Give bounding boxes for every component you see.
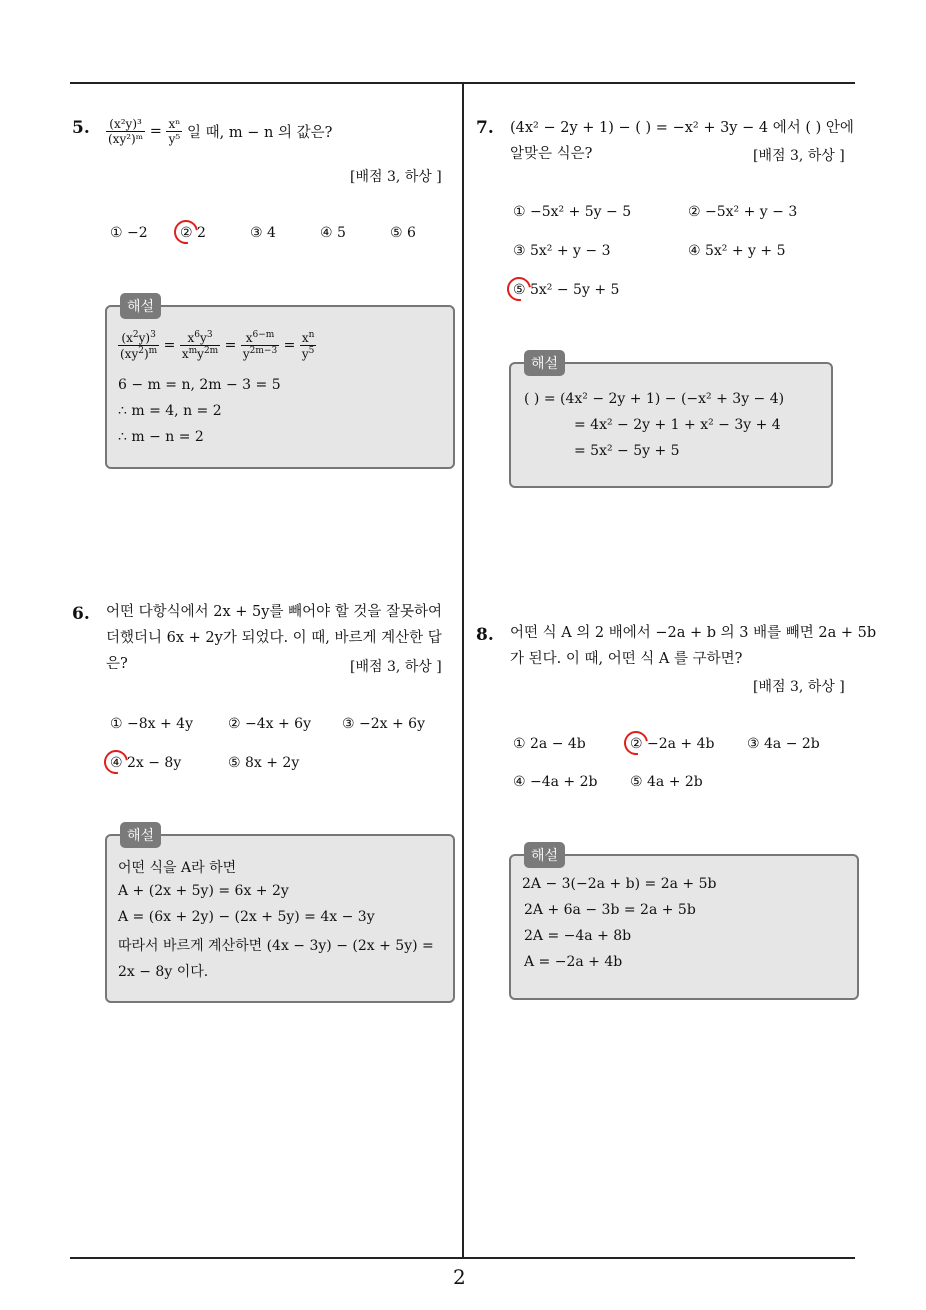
- choice-4[interactable]: ④ −4a + 2b: [513, 774, 598, 790]
- bottom-rule: [70, 1257, 855, 1259]
- solution-tag: 해설: [120, 822, 161, 848]
- solution-line: 2A − 3(−2a + b) = 2a + 5b: [522, 876, 717, 892]
- question-number: 7.: [476, 118, 494, 138]
- score-label: [배점 3, 하상 ]: [753, 148, 845, 164]
- question-text: 일 때, m − n 의 값은?: [187, 125, 333, 141]
- fraction-left: [106, 117, 145, 146]
- choice-5[interactable]: ⑤ 5x² − 5y + 5: [513, 282, 620, 298]
- answer-mark: [619, 726, 652, 759]
- choice-2[interactable]: ② −2a + 4b: [630, 736, 715, 752]
- fraction-denominator: (xy²)ᵐ: [108, 132, 144, 146]
- choice-5[interactable]: ⑤ 6: [390, 225, 416, 241]
- question-text-line: 더했더니 6x + 2y가 되었다. 이 때, 바르게 계산한 답: [106, 630, 442, 646]
- solution-line: ( ) = (4x² − 2y + 1) − (−x² + 3y − 4): [524, 391, 785, 407]
- choice-5[interactable]: ⑤ 8x + 2y: [228, 755, 300, 771]
- question-number: 5.: [72, 118, 90, 138]
- choice-3[interactable]: ③ 4: [250, 225, 276, 241]
- solution-line: ∴ m = 4, n = 2: [118, 403, 222, 419]
- solution-line: 2x − 8y 이다.: [118, 964, 209, 980]
- question-number: 8.: [476, 625, 494, 645]
- solution-tag: 해설: [120, 293, 161, 319]
- solution-line: 어떤 식을 A라 하면: [118, 860, 237, 876]
- solution-line: A = −2a + 4b: [524, 954, 623, 970]
- choice-1[interactable]: ① −8x + 4y: [110, 716, 193, 732]
- choice-5[interactable]: ⑤ 4a + 2b: [630, 774, 703, 790]
- solution-line: A = (6x + 2y) − (2x + 5y) = 4x − 3y: [118, 909, 375, 925]
- solution-line: = 5x² − 5y + 5: [574, 443, 680, 459]
- fraction-denominator: y⁵: [168, 132, 181, 146]
- fraction-right: [166, 117, 182, 146]
- choice-4[interactable]: ④ 2x − 8y: [110, 755, 182, 771]
- question-text-line: 가 된다. 이 때, 어떤 식 A 를 구하면?: [510, 651, 743, 667]
- solution-line: = 4x² − 2y + 1 + x² − 3y + 4: [574, 417, 781, 433]
- choice-2[interactable]: ② −4x + 6y: [228, 716, 311, 732]
- page-number: 2: [453, 1265, 466, 1289]
- question-text-line: 알맞은 식은?: [510, 146, 593, 162]
- question-text-line: 어떤 다항식에서 2x + 5y를 빼어야 할 것을 잘못하여: [106, 604, 442, 620]
- equals-sign: =: [149, 123, 162, 140]
- solution-line: 2A = −4a + 8b: [524, 928, 632, 944]
- question-text-line: (4x² − 2y + 1) − ( ) = −x² + 3y − 4 에서 ( ) 안에: [510, 120, 854, 136]
- column-divider: [462, 83, 464, 1258]
- solution-line: ∴ m − n = 2: [118, 429, 204, 445]
- fraction-numerator: xⁿ: [168, 117, 181, 131]
- solution-line: 따라서 바르게 계산하면 (4x − 3y) − (2x + 5y) =: [118, 938, 434, 954]
- choice-1[interactable]: ① 2a − 4b: [513, 736, 586, 752]
- answer-mark: [169, 215, 202, 248]
- solution-tag: 해설: [524, 842, 565, 868]
- fraction-numerator: (x²y)³: [106, 117, 145, 132]
- choice-2[interactable]: ② −5x² + y − 3: [688, 204, 798, 220]
- question-5-text: [106, 117, 332, 146]
- choice-3[interactable]: ③ 4a − 2b: [747, 736, 820, 752]
- solution-tag: 해설: [524, 350, 565, 376]
- solution-line: 6 − m = n, 2m − 3 = 5: [118, 377, 281, 393]
- choice-4[interactable]: ④ 5: [320, 225, 346, 241]
- choice-3[interactable]: ③ −2x + 6y: [342, 716, 425, 732]
- answer-mark: [502, 272, 535, 305]
- score-label: [배점 3, 하상 ]: [753, 679, 845, 695]
- solution-line: 2A + 6a − 3b = 2a + 5b: [524, 902, 696, 918]
- choice-1[interactable]: ① −5x² + 5y − 5: [513, 204, 632, 220]
- question-number: 6.: [72, 604, 90, 624]
- choice-1[interactable]: ① −2: [110, 225, 148, 241]
- question-text-line: 어떤 식 A 의 2 배에서 −2a + b 의 3 배를 빼면 2a + 5b: [510, 625, 877, 641]
- choice-4[interactable]: ④ 5x² + y + 5: [688, 243, 786, 259]
- choice-3[interactable]: ③ 5x² + y − 3: [513, 243, 611, 259]
- score-label: [배점 3, 하상 ]: [350, 169, 442, 185]
- answer-mark: [99, 745, 132, 778]
- solution-line: $\frac{(x^2y)^3}{(xy^2)^m}$ = $\frac{x^6y^3}{x^my^{2m}}$ = $\frac{x^{6-m}}{y^{2m-3}}$ = $\frac{x^n}{y^5}$: [120, 330, 315, 361]
- solution-line: A + (2x + 5y) = 6x + 2y: [118, 883, 289, 899]
- choice-2[interactable]: ② 2: [180, 225, 206, 241]
- question-text-line: 은?: [106, 656, 128, 672]
- score-label: [배점 3, 하상 ]: [350, 659, 442, 675]
